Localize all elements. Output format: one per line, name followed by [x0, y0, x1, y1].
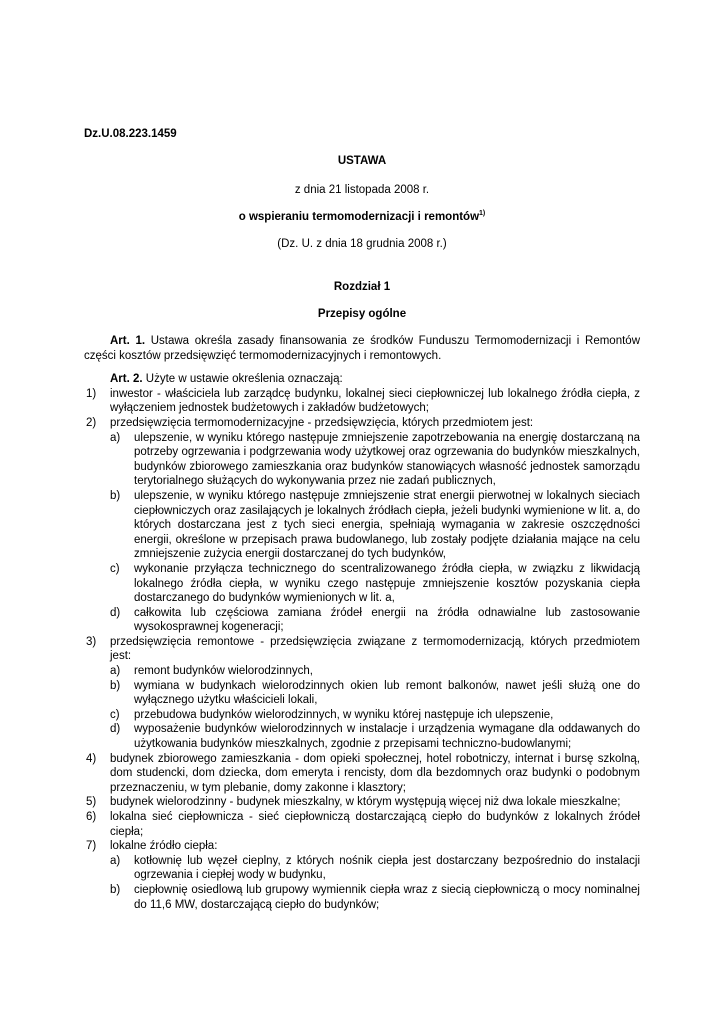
definition-item-5: 5) budynek wielorodzinny - budynek mieszkalny, w którym występują więcej niż dwa lokale mieszkalne; — [86, 796, 621, 809]
sub-item: b) ulepszenie, w wyniku którego następuje zmniejszenie strat energii pierwotnej w lokalnych sieciach ciepłowniczych oraz zasilających je lokalnych źródłach ciepła, jeżeli budynki wymienione w lit. a, do których dostarczana jest z tych sieci energia, spełniają wymagania w zakresie oszczędności energii, określone w przepisach prawa budowlanego, lub zostały podjęte działania mające na celu zmniejszenie zużycia energii dostarczanej do tych budynków, — [110, 489, 640, 561]
definition-item-7: 7) lokalne źródło ciepła: a) kotłownię lub węzeł cieplny, z których nośnik ciepła jest dostarczany bezpośrednio do instalacji ogrzewania i ciepłej wody w budynku, b) ciepłownię osiedlową lub grupowy wymiennik ciepła wraz z siecią ciepłowniczą o mocy nominalnej do 11,6 MW, dostarczającą ciepło do budynków; — [86, 840, 640, 911]
sub-item: c) wykonanie przyłącza technicznego do scentralizowanego źródła ciepła, w związku z likwidacją lokalnego źródła ciepła, w wyniku czego następuje zmniejszenie kosztów pozyskania ciepła dostarczanego do budynków wymienionych w lit. a, — [110, 562, 640, 605]
sub-item: a) remont budynków wielorodzinnych, — [110, 665, 313, 678]
article-2-intro-text: Użyte w ustawie określenia oznaczają: — [145, 373, 343, 386]
sub-item: a) ulepszenie, w wyniku którego następuje zmniejszenie zapotrzebowania na energię dostarczaną na potrzeby ogrzewania i podgrzewania wody użytkowej oraz ogrzewania do budynków mieszkalnych, budynków zbiorowego zamieszkania oraz budynków stanowiących własność jednostek samorządu terytorialnego służących do wykonywania przez nie zadań publicznych, — [110, 431, 640, 488]
definition-item-1: 1) inwestor - właściciela lub zarządcę budynku, lokalnej sieci ciepłowniczej lub lokalnego źródła ciepła, z wyłączeniem jednostek budżetowych i zakładów budżetowych; — [86, 387, 640, 415]
article-1-label: Art. 1. — [110, 335, 146, 347]
journal-reference: Dz.U.08.223.1459 — [84, 128, 177, 140]
sub-item: a) kotłownię lub węzeł cieplny, z których nośnik ciepła jest dostarczany bezpośrednio do instalacji ogrzewania i ciepłej wody w budynku, — [110, 854, 640, 882]
article-2-intro — [84, 372, 640, 387]
chapter-number: Rozdział 1 — [333, 281, 391, 293]
article-1 — [84, 334, 640, 363]
act-date: z dnia 21 listopada 2008 r. — [294, 184, 430, 196]
definition-item-3: 3) przedsięwzięcia remontowe - przedsięwzięcia związane z termomodernizacją, których przedmiotem jest: a) remont budynków wielorodzinnych, b) wymiana w budynkach wielorodzinnych okien lub remont balkonów, nawet jeśli służą one do wyłącznego użytku właścicieli lokali, c) przebudowa budynków wielorodzinnych, w wyniku której następuje ich ulepszenie, d) wyposażenie budynków wielorodzinnych w instalacje i urządzenia wymagane dla oddawanych do użytkowania budynków mieszkalnych, zgodnie z przepisami techniczno-budowlanymi; — [86, 635, 640, 751]
definition-item-4: 4) budynek zbiorowego zamieszkania - dom opieki społecznej, hotel robotniczy, internat i bursę szkolną, dom studencki, dom dziecka, dom emeryta i rencisty, dom dla bezdomnych oraz budynki o podobnym przeznaczeniu, w tym plebanie, domy zakonne i klasztory; — [86, 752, 640, 794]
chapter-name: Przepisy ogólne — [317, 308, 407, 320]
definition-item-2: 2) przedsięwzięcia termomodernizacyjne - przedsięwzięcia, których przedmiotem jest: a) ulepszenie, w wyniku którego następuje zmniejszenie zapotrzebowania na energię dostarczaną na potrzeby ogrzewania i podgrzewania wody użytkowej oraz ogrzewania do budynków mieszkalnych, budynków zbiorowego zamieszkania oraz budynków stanowiących własność jednostek samorządu terytorialnego służących do wykonywania przez nie zadań publicznych, b) ulepszenie, w wyniku którego następuje zmniejszenie strat energii pierwotnej w lokalnych sieciach ciepłowniczych oraz zasilających je lokalnych źródłach ciepła, jeżeli budynki wymienione w lit. a, do których dostarczana jest z tych sieci energia, spełniają wymagania w zakresie oszczędności energii, określone w przepisach prawa budowlanego, lub zostały podjęte działania mające na celu zmniejszenie zużycia energii dostarczanej do tych budynków, c) wykonanie przyłącza technicznego do scentralizowanego źródła ciepła, w związku z likwidacją lokalnego źródła ciepła, w wyniku czego następuje zmniejszenie kosztów pozyskania ciepła dostarczanego do budynków wymienionych w lit. a, d) całkowita lub częściowa zamiana źródeł energii na źródła odnawialne lub zastosowanie wysokosprawnej kogeneracji; — [86, 416, 640, 634]
act-title — [0, 211, 724, 223]
article-2-label: Art. 2. — [110, 373, 143, 386]
act-title-text: o wspieraniu termomodernizacji i remontów — [238, 211, 480, 223]
sub-item: b) ciepłownię osiedlową lub grupowy wymiennik ciepła wraz z siecią ciepłowniczą o mocy nominalnej do 11,6 MW, dostarczającą ciepło do budynków; — [110, 883, 640, 911]
sub-item: c) przebudowa budynków wielorodzinnych, w wyniku której następuje ich ulepszenie, — [110, 708, 554, 721]
title-footnote-marker[interactable]: 1) — [479, 210, 486, 218]
sub-item: d) wyposażenie budynków wielorodzinnych w instalacje i urządzenia wymagane dla oddawanych do użytkowania budynków mieszkalnych, zgodnie z przepisami techniczno-budowlanymi; — [110, 723, 640, 751]
sub-item: b) wymiana w budynkach wielorodzinnych okien lub remont balkonów, nawet jeśli służą one do wyłącznego użytku właścicieli lokali, — [110, 679, 640, 707]
publication-note: (Dz. U. z dnia 18 grudnia 2008 r.) — [277, 238, 447, 250]
document-body — [84, 334, 640, 912]
act-type: USTAWA — [337, 155, 387, 167]
article-1-text: Ustawa określa zasady finansowania ze środków Funduszu Termomodernizacji i Remontów części kosztów przedsięwzięć termomodernizacyjnych i remontowych. — [84, 335, 640, 362]
definition-item-6: 6) lokalna sieć ciepłownicza - sieć ciepłowniczą dostarczającą ciepło do budynków z lokalnych źródeł ciepła; — [86, 811, 640, 838]
sub-item: d) całkowita lub częściowa zamiana źródeł energii na źródła odnawialne lub zastosowanie wysokosprawnej kogeneracji; — [110, 606, 640, 634]
